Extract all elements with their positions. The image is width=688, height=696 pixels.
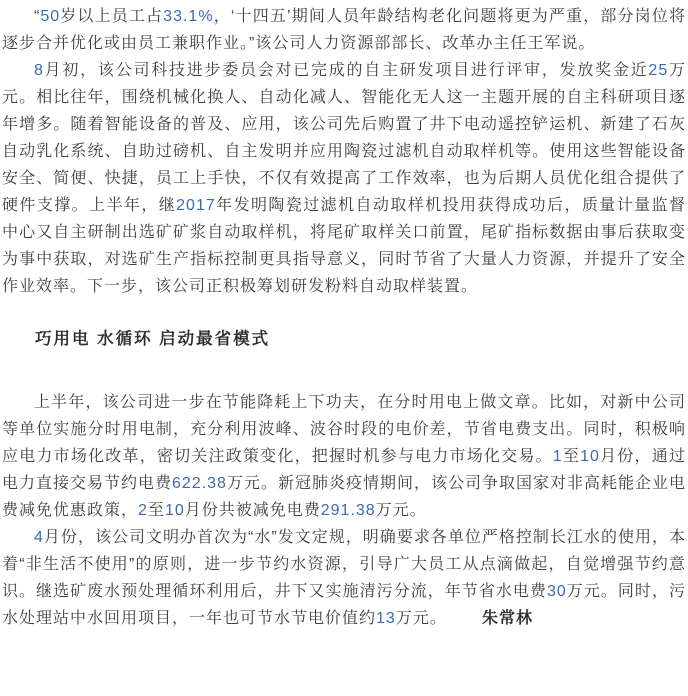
numeric-value: 2 xyxy=(138,502,148,519)
paragraph-tech-projects: 8月初，该公司科技进步委员会对已完成的自主研发项目进行评审，发放奖金近25万元。相比往年，围绕机械化换人、自动化减人、智能化无人这一主题开展的自主科研项目逐年增多。随着智能设备的普及、应用，该公司先后购置了井下电动遥控铲运机、新建了石灰自动乳化系统、自助过磅机、自主发明并应用陶瓷过滤机自动取样机等。使用这些智能设备安全、简便、快捷，员工上手快，不仅有效提高了工作效率，也为后期人员优化组合提供了硬件支撑。上半年，继2017年发明陶瓷过滤机自动取样机投用获得成功后，质量计量监督中心又自主研制出选矿矿浆自动取样机，将尾矿取样关口前置，尾矿指标数据由事后获取变为事中获取，对选矿生产指标控制更具指导意义，同时节省了大量人力资源，并提升了安全作业效率。下一步，该公司正积极筹划研发粉料自动取样装置。 xyxy=(2,62,686,295)
numeric-value: 10 xyxy=(580,448,600,465)
numeric-value: 10 xyxy=(164,502,185,519)
paragraph-water-saving xyxy=(2,524,686,632)
numeric-value: 33.1% xyxy=(163,8,214,25)
numeric-value: 50 xyxy=(40,8,61,25)
numeric-value: 291.38 xyxy=(320,502,376,519)
paragraph-quote-aging-workforce: “50岁以上员工占33.1%，‘十四五’期间人员年龄结构老化问题将更为严重，部分岗位将逐步合并优化或由员工兼职作业。”该公司人力资源部部长、改革办主任王军说。 xyxy=(2,8,686,52)
paragraph-water-saving-text: 4月份，该公司文明办首次为“水”发文定规，明确要求各单位严格控制长江水的使用，本着“非生活不使用”的原则，进一步节约水资源，引导广大员工从点滴做起，自觉增强节约意识。继选矿废水预处理循环利用后，井下又实施清污分流，年节省水电费30万元。同时，污水处理站中水回用项目，一年也可节水节电价值约13万元。 xyxy=(2,529,686,627)
author-name: 朱常林 xyxy=(482,610,534,627)
section-heading: 巧用电 水循环 启动最省模式 xyxy=(35,330,271,348)
numeric-value: 25 xyxy=(648,62,669,79)
numeric-value: 622.38 xyxy=(172,475,227,492)
paragraph-electricity-saving: 上半年，该公司进一步在节能降耗上下功夫，在分时用电上做文章。比如，对新中公司等单位实施分时用电制，充分利用波峰、波谷时段的电价差，节省电费支出。同时，积极响应电力市场化改革，密切关注政策变化，把握时机参与电力市场化交易。1至10月份，通过电力直接交易节约电费622.38万元。新冠肺炎疫情期间，该公司争取国家对非高耗能企业电费减免优惠政策，2至10月份共被减免电费291.38万元。 xyxy=(2,394,686,519)
numeric-value: 1 xyxy=(552,448,563,465)
numeric-value: 4 xyxy=(34,529,44,546)
numeric-value: 30 xyxy=(546,583,567,600)
numeric-value: 2017 xyxy=(176,197,216,214)
numeric-value: 8 xyxy=(34,62,44,79)
numeric-value: 13 xyxy=(376,610,396,627)
